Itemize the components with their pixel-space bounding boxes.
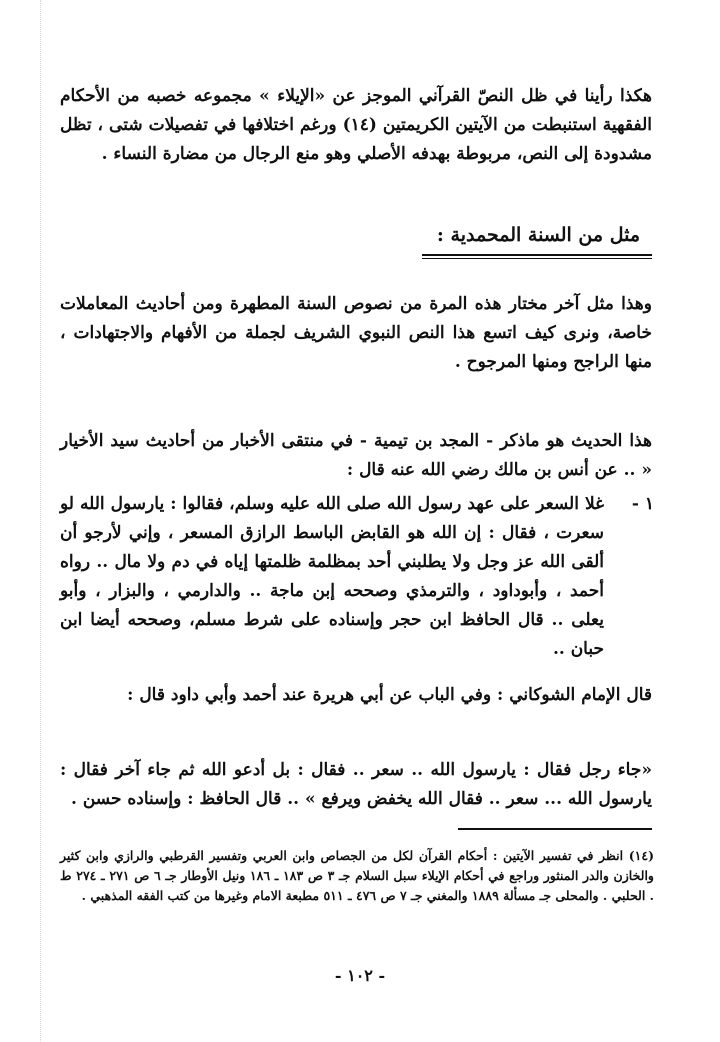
section-heading-wrap [60, 220, 652, 250]
scan-margin-line [40, 0, 41, 1042]
footnote-14: (١٤) انظر في تفسير الآيتين : أحكام القرآن لكل من الجصاص وابن العربي وتفسير القرطبي والرازي وابن كثير والخازن والدر المنثور وراجع في أحكام الإيلاء سبل السلام جـ ٣ ص ١٨٣ ـ ١٨٦ ونيل الأوطار جـ ٦ ص ٢٧١ ـ ٢٧٤ ط . الحلبي . والمحلى جـ مسألة ١٨٨٩ والمغني جـ ٧ ص ٤٧٦ ـ ٥١١ مطبعة الامام وغيرها من كتب الفقه المذهبي . [60, 848, 654, 903]
footnote-separator [458, 828, 652, 830]
paragraph-abu-hurayra-hadith: «جاء رجل فقال : يارسول الله .. سعر .. فقال : بل أدعو الله ثم جاء آخر فقال : يارسول الله ... سعر .. فقال الله يخفض ويرفع » .. قال الحافظ : وإسناده حسن . [60, 760, 652, 809]
hadith-item [60, 490, 652, 664]
section-heading: مثل من السنة المحمدية : [436, 224, 640, 246]
hadith-text: غلا السعر على عهد رسول الله صلى الله عليه وسلم، فقالوا : يارسول الله لو سعرت ، فقال : إن الله هو القابض الباسط الرازق المسعر ، وإني لأرجو أن ألقى الله عز وجل ولا يطلبني أحد بمظلمة ظلمتها إياه في دم ولا مال .. رواه أحمد ، وأبوداود ، والترمذي وصححه إبن ماجة .. والدارمي ، والبزار ، وأبو يعلى .. قال الحافظ ابن حجر وإسناده على شرط مسلم، وصححه أيضا ابن حبان .. [60, 494, 604, 659]
hadith-number: ١ - [631, 494, 654, 514]
paragraph-sunnah-intro: وهذا مثل آخر مختار هذه المرة من نصوص السنة المطهرة ومن أحاديث المعاملات خاصة، ونرى كيف اتسع هذا النص النبوي الشريف لجملة من الأفهام والاجتهادات ، منها الراجح ومنها المرجوح . [60, 294, 652, 372]
heading-underline [422, 254, 652, 259]
paragraph-hadith-source: هذا الحديث هو ماذكر - المجد بن تيمية - في منتقى الأخبار من أحاديث سيد الأخيار « .. عن أنس بن مالك رضي الله عنه قال : [60, 431, 652, 480]
paragraph-ila-summary: هكذا رأينا في ظل النصّ القرآني الموجز عن «الإيلاء » مجموعه خصبه من الأحكام الفقهية استنبطت من الآيتين الكريمتين (١٤) ورغم اختلافها في تفصيلات شتى ، تظل مشدودة إلى النص، مربوطة بهدفه الأصلي وهو منع الرجال من مضارة النساء . [60, 86, 652, 164]
paragraph-shawkani: قال الإمام الشوكاني : وفي الباب عن أبي هريرة عند أحمد وأبي داود قال : [127, 685, 652, 705]
page-number: - ١٠٢ - [334, 966, 386, 985]
